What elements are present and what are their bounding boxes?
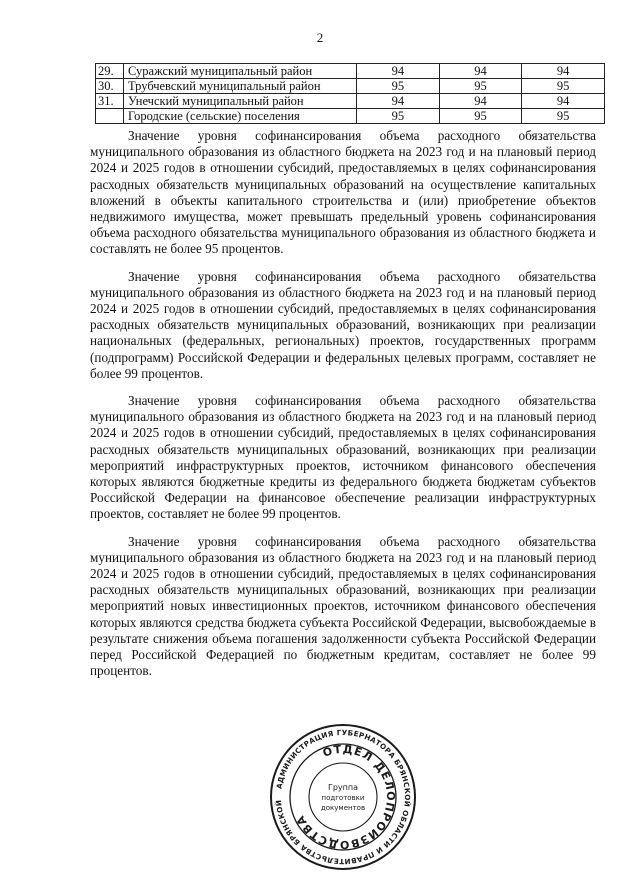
municipality-name: Городские (сельские) поселения — [124, 109, 357, 124]
row-number: 29. — [96, 64, 124, 79]
paragraph-national-projects: Значение уровня софинансирования объема расходного обязательства муниципального образования из областного бюджета на 2023 год и на плановый период 2024 и 2025 годов в отношении субсидий, предоставляемых в целях софинансирования расходных обязательств муниципальных образований, возникающих при реализации национальных (федеральных, региональных) проектов, государственных программ (подпрограмм) Российской Федерации и федеральных целевых программ, составляет не более 99 процентов. — [90, 268, 596, 381]
value-2025: 95 — [522, 79, 605, 94]
municipality-name: Унечский муниципальный район — [124, 94, 357, 109]
stamp-center-line-2: подготовки — [321, 794, 365, 802]
value-2025: 94 — [522, 94, 605, 109]
paragraph-infrastructure-projects: Значение уровня софинансирования объема расходного обязательства муниципального образования из областного бюджета на 2023 год и на плановый период 2024 и 2025 годов в отношении субсидий, предоставляемых в целях софинансирования расходных обязательств муниципальных образований, возникающих при реализации мероприятий инфраструктурных проектов, источником финансового обеспечения которых являются бюджетные кредиты из федерального бюджета бюджетам субъектов Российской Федерации на финансовое обеспечение реализации инфраструктурных проектов, составляет не более 99 процентов. — [90, 393, 596, 522]
document-body — [90, 128, 596, 691]
value-2023: 94 — [357, 94, 440, 109]
municipalities-table — [95, 63, 605, 124]
page-number: 2 — [316, 30, 324, 45]
table-row — [96, 79, 605, 94]
row-number — [96, 109, 124, 124]
stamp-center-line-3: документов — [320, 804, 366, 812]
value-2024: 95 — [439, 79, 522, 94]
row-number: 31. — [96, 94, 124, 109]
value-2024: 94 — [439, 94, 522, 109]
stamp-ring-text: ОТДЕЛ ДЕЛОПРОИЗВОДСТВА — [293, 742, 398, 852]
municipality-name: Трубчевский муниципальный район — [124, 79, 357, 94]
value-2024: 94 — [439, 64, 522, 79]
value-2023: 94 — [357, 64, 440, 79]
stamp-seal — [268, 722, 418, 872]
paragraph-investment-projects: Значение уровня софинансирования объема расходного обязательства муниципального образования из областного бюджета на 2023 год и на плановый период 2024 и 2025 годов в отношении субсидий, предоставляемых в целях софинансирования расходных обязательств муниципальных образований, возникающих при реализации мероприятий новых инвестиционных проектов, источником финансового обеспечения которых являются средства бюджета субъекта Российской Федерации, высвобождаемые в результате снижения объема погашения задолженности субъекта Российской Федерации перед Российской Федерацией по бюджетным кредитам, составляет не более 99 процентов. — [90, 533, 596, 679]
table-row — [96, 64, 605, 79]
value-2023: 95 — [357, 109, 440, 124]
stamp-outer-text: АДМИНИСТРАЦИЯ ГУБЕРНАТОРА БРЯНСКОЙ ОБЛАСТИ И ПРАВИТЕЛЬСТВА БРЯНСКОЙ — [273, 727, 413, 867]
row-number: 30. — [96, 79, 124, 94]
value-2025: 94 — [522, 64, 605, 79]
value-2024: 95 — [439, 109, 522, 124]
stamp-center-line-1: Группа — [327, 783, 359, 792]
official-stamp — [268, 722, 418, 872]
value-2023: 95 — [357, 79, 440, 94]
value-2025: 95 — [522, 109, 605, 124]
table-row — [96, 94, 605, 109]
paragraph-capital-investment: Значение уровня софинансирования объема расходного обязательства муниципального образования из областного бюджета на 2023 год и на плановый период 2024 и 2025 годов в отношении субсидий, предоставляемых в целях софинансирования расходных обязательств муниципальных образований на осуществление капитальных вложений в объекты капитального строительства и (или) приобретение объектов недвижимого имущества, может превышать предельный уровень софинансирования объема расходного обязательства муниципального образования из областного бюджета и составлять не более 95 процентов. — [90, 128, 596, 257]
municipality-name: Суражский муниципальный район — [124, 64, 357, 79]
table-row — [96, 109, 605, 124]
